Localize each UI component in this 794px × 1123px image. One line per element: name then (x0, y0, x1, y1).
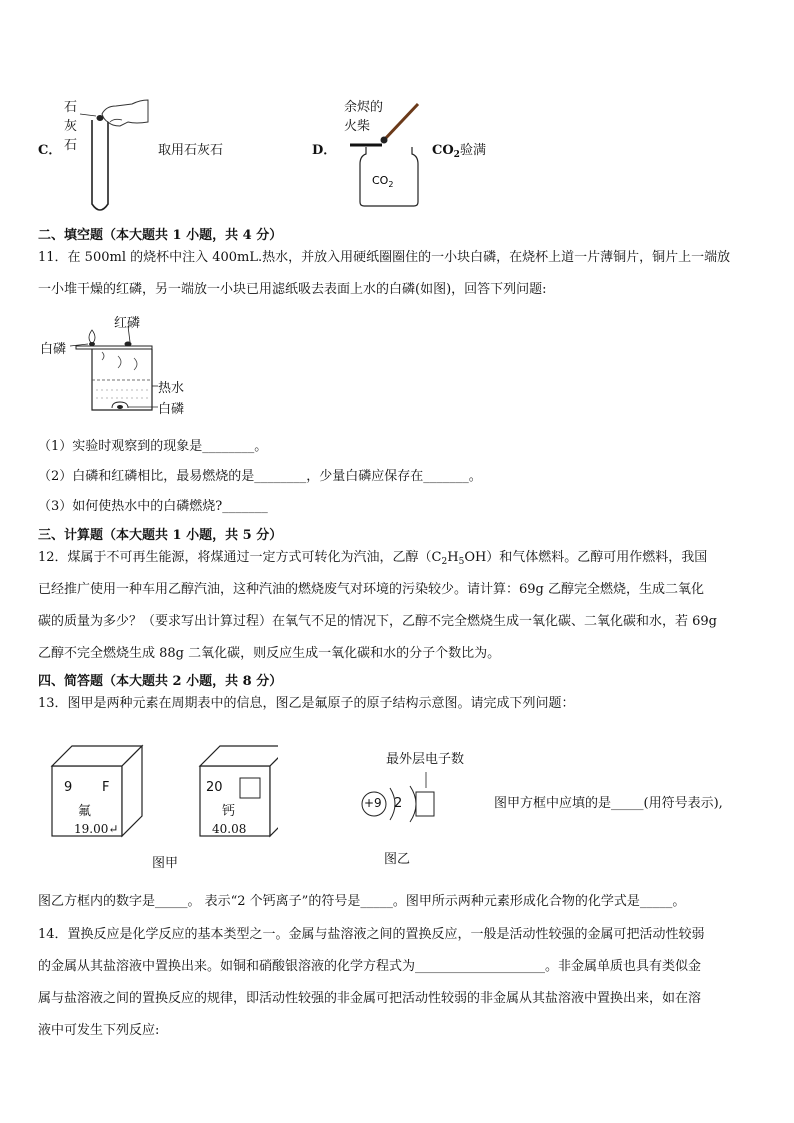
calcium-mass: 40.08 (212, 822, 247, 836)
q12-line: 乙醇不完全燃烧生成 88g 二氧化碳，则反应生成一氧化碳和水的分子个数比为。 (38, 646, 501, 661)
q13-line: 图乙方框内的数字是_____。 表示“2 个钙离子”的符号是_____。图甲所示两种元素形成化合物的化学式是_____。 (38, 894, 686, 909)
limestone-char: 灰 (64, 119, 78, 134)
q12-line: 12．煤属于不可再生能源，将煤通过一定方式可转化为汽油，乙醇$(C_2H_5OH)$和气体燃料。乙醇可用作燃料，我国 (38, 550, 708, 567)
q11-subquestion: （3）如何使热水中的白磷燃烧?_______ (38, 499, 268, 514)
outer-electrons-label: 最外层电子数 (386, 752, 465, 767)
option-letter: C． (38, 143, 62, 158)
match-icon (384, 104, 418, 140)
flame-icon (89, 330, 95, 344)
q11-line: 一小堆干燥的红磷，另一端放一小块已用滤纸吸去表面上水的白磷(如图)，回答下列问题: (38, 282, 547, 297)
q12-line: 碳的质量为多少？（要求写出计算过程）在氧气不足的情况下，乙醇不完全燃烧生成一氧化碳、二氧化碳和水，若 69g (38, 614, 717, 629)
calcium-number: 20 (206, 780, 223, 795)
fluorine-mass: 19.00↵ (74, 822, 119, 836)
ember-match-label: 余烬的 (344, 100, 384, 115)
figure-a-label: 图甲 (152, 856, 179, 871)
co2-bottle-figure (342, 92, 432, 210)
q14-line: 的金属从其盐溶液中置换出来。如铜和硝酸银溶液的化学方程式为____________________。非金属单质也具有类似金 (38, 959, 702, 974)
phosphorus-figure (40, 312, 200, 422)
q11-subquestion: （2）白磷和红磷相比，最易燃烧的是________，少量白磷应保存在_______。 (38, 469, 482, 484)
q14-line: 14．置换反应是化学反应的基本类型之一。金属与盐溶液之间的置换反应，一般是活动性较强的金属可把活动性较弱 (38, 927, 705, 942)
atom-structure-figure (352, 744, 492, 866)
option-label: $CO_2$验满 (432, 143, 486, 160)
option-letter: D． (312, 143, 337, 158)
q13-side-text: 图甲方框中应填的是_____(用符号表示), (494, 796, 723, 811)
red-phosphorus-label: 红磷 (114, 316, 141, 331)
section-title: 四、简答题（本大题共 2 小题，共 8 分） (38, 674, 283, 689)
hot-water-label: 热水 (158, 381, 185, 396)
limestone-char: 石 (64, 138, 78, 153)
section-title: 三、计算题（本大题共 1 小题，共 5 分） (38, 528, 283, 543)
fluorine-number: 9 (64, 780, 73, 795)
option-d (312, 92, 512, 212)
figure-b-label: 图乙 (384, 852, 411, 867)
white-phosphorus-label: 白磷 (40, 342, 67, 357)
q13-intro: 13．图甲是两种元素在周期表中的信息，图乙是氟原子的原子结构示意图。请完成下列问题： (38, 696, 575, 711)
limestone-char: 石 (64, 100, 78, 115)
test-tube-icon (92, 120, 108, 210)
ember-match-label: 火柴 (344, 119, 371, 134)
bottle-gas-label: $CO_2$ (372, 174, 394, 189)
beaker-icon (92, 349, 152, 410)
fluorine-name: 氟 (78, 804, 92, 819)
answer-box (240, 778, 260, 798)
option-label: 取用石灰石 (158, 143, 224, 158)
option-c (36, 92, 256, 222)
copper-plate-icon (76, 346, 152, 349)
submerged-white-phosphorus-label: 白磷 (158, 402, 185, 417)
hand-icon (102, 100, 148, 126)
red-phosphorus-icon (125, 342, 132, 347)
section-title: 二、填空题（本大题共 1 小题，共 4 分） (38, 228, 283, 243)
q11-subquestion: （1）实验时观察到的现象是________。 (38, 439, 268, 454)
nucleus-charge: +9 (364, 796, 382, 810)
first-shell-electrons: 2 (394, 796, 403, 811)
fluorine-symbol: F (102, 780, 110, 795)
q14-line: 属与盐溶液之间的置换反应的规律，即活动性较强的非金属可把活动性较弱的非金属从其盐溶液中置换出来，如在溶 (38, 991, 702, 1006)
calcium-name: 钙 (222, 804, 236, 819)
answer-box (416, 792, 434, 816)
gas-bottle-icon (360, 147, 418, 206)
q11-line: 11．在 500ml 的烧杯中注入 400mL.热水，并放入用硬纸圈圈住的一小块白磷，在烧杯上道一片薄铜片，铜片上一端放 (38, 250, 731, 265)
q12-line: 已经推广使用一种车用乙醇汽油，这种汽油的燃烧废气对环境的污染较少。请计算：69g 乙醇完全燃烧，生成二氧化 (38, 582, 704, 597)
periodic-cells-figure (48, 740, 278, 870)
q14-line: 液中可发生下列反应: (38, 1023, 160, 1038)
electron-shell-icon (410, 786, 416, 822)
